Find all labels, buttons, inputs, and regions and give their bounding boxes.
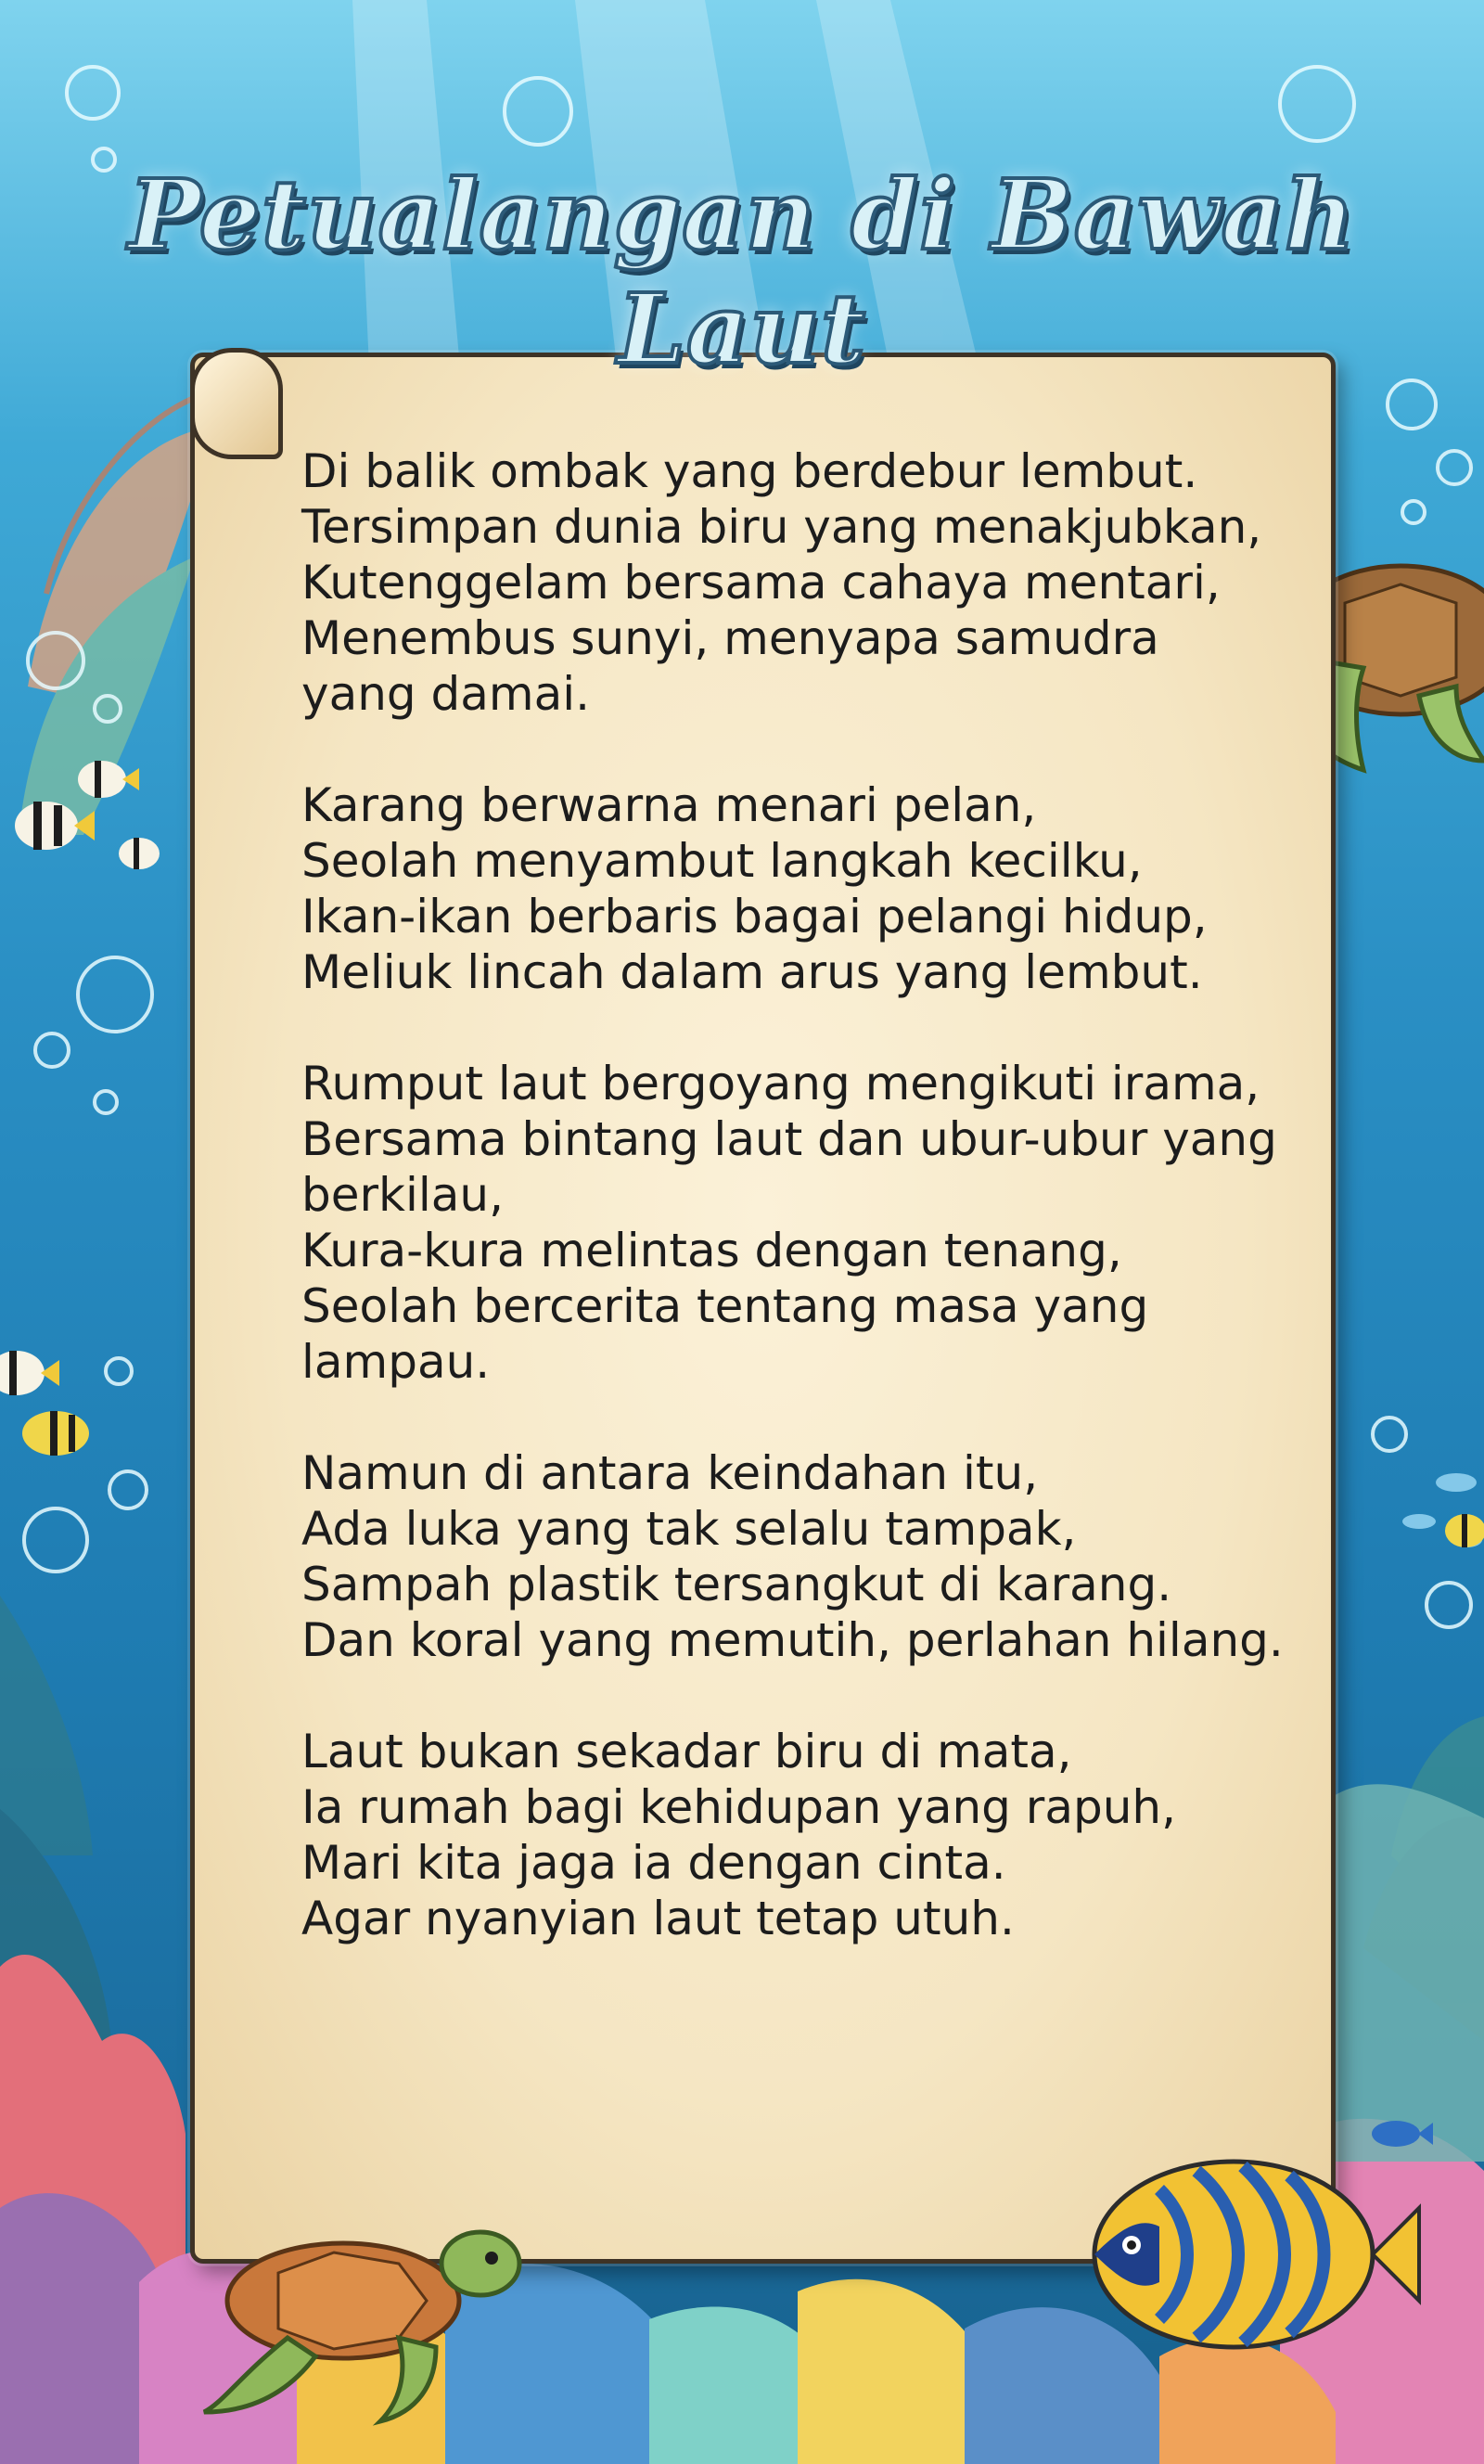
poem-line: Di balik ombak yang berdebur lembut. [301,444,1198,498]
tropical-fish-icon [1436,1473,1477,1492]
coral-icon [139,2250,315,2464]
stanza-2 [301,777,1285,1000]
stanza-4 [301,1445,1285,1668]
poem-line: Sampah plastik tersangkut di karang. [301,1558,1172,1611]
tropical-fish-icon [1402,1514,1436,1529]
bubble-icon [1402,501,1425,523]
bubble-icon [505,78,571,145]
bubble-icon [95,1091,117,1113]
poem-line: Meliuk lincah dalam arus yang lembut. [301,945,1203,999]
poem-line: Kutenggelam bersama cahaya mentari, [301,556,1221,610]
tropical-fish-icon [78,761,139,798]
coral-icon [445,2264,668,2464]
bubble-icon [24,1508,87,1572]
poem-line: Ikan-ikan berbaris bagai pelangi hidup, [301,890,1208,943]
page-title: Petualangan di Bawah Laut [128,158,1356,386]
poem-line: Tersimpan dunia biru yang menakjubkan, [301,500,1262,554]
coral-icon [798,2279,983,2464]
poem-line: Bersama bintang laut dan ubur-ubur yang berkilau, [301,1112,1277,1222]
bubble-icon [67,67,119,119]
poem-line: Dan koral yang memutih, perlahan hilang. [301,1613,1284,1667]
poem-line: Laut bukan sekadar biru di mata, [301,1725,1072,1778]
poem [301,443,1285,2002]
poem-line: Ada luka yang tak selalu tampak, [301,1502,1077,1556]
tropical-fish-icon [22,1411,89,1456]
coral-icon [1317,1784,1484,2162]
poem-line: Karang berwarna menari pelan, [301,778,1037,832]
poem-line: Rumput laut bergoyang mengikuti irama, [301,1057,1260,1110]
bubble-icon [1280,67,1354,141]
bubble-icon [1388,380,1436,429]
stanza-1 [301,443,1285,722]
bubble-icon [1438,451,1471,484]
tropical-fish-icon [1445,1514,1484,1547]
bubble-icon [78,957,152,1032]
poem-line: Namun di antara keindahan itu, [301,1446,1039,1500]
bubble-icon [1426,1583,1471,1627]
coral-icon [965,2307,1159,2464]
poem-line: Seolah menyambut langkah kecilku, [301,834,1143,888]
bubble-icon [35,1033,69,1067]
poem-line: Mari kita jaga ia dengan cinta. [301,1836,1006,1890]
poem-line: Menembus sunyi, menyapa samudra yang damai. [301,611,1159,721]
bubble-icon [1373,1418,1406,1451]
tropical-fish-icon [0,1351,59,1395]
tropical-fish-school-left [0,761,160,1456]
tropical-fish-icon [119,838,160,869]
poem-line: Seolah bercerita tentang masa yang lampau. [301,1279,1149,1389]
poem-line: Ia rumah bagi kehidupan yang rapuh, [301,1780,1177,1834]
stanza-5 [301,1724,1285,1946]
bubble-icon [106,1358,132,1384]
bubble-icon [109,1471,147,1508]
poem-line: Agar nyanyian laut tetap utuh. [301,1892,1015,1945]
stanza-3 [301,1056,1285,1390]
poem-line: Kura-kura melintas dengan tenang, [301,1224,1122,1277]
